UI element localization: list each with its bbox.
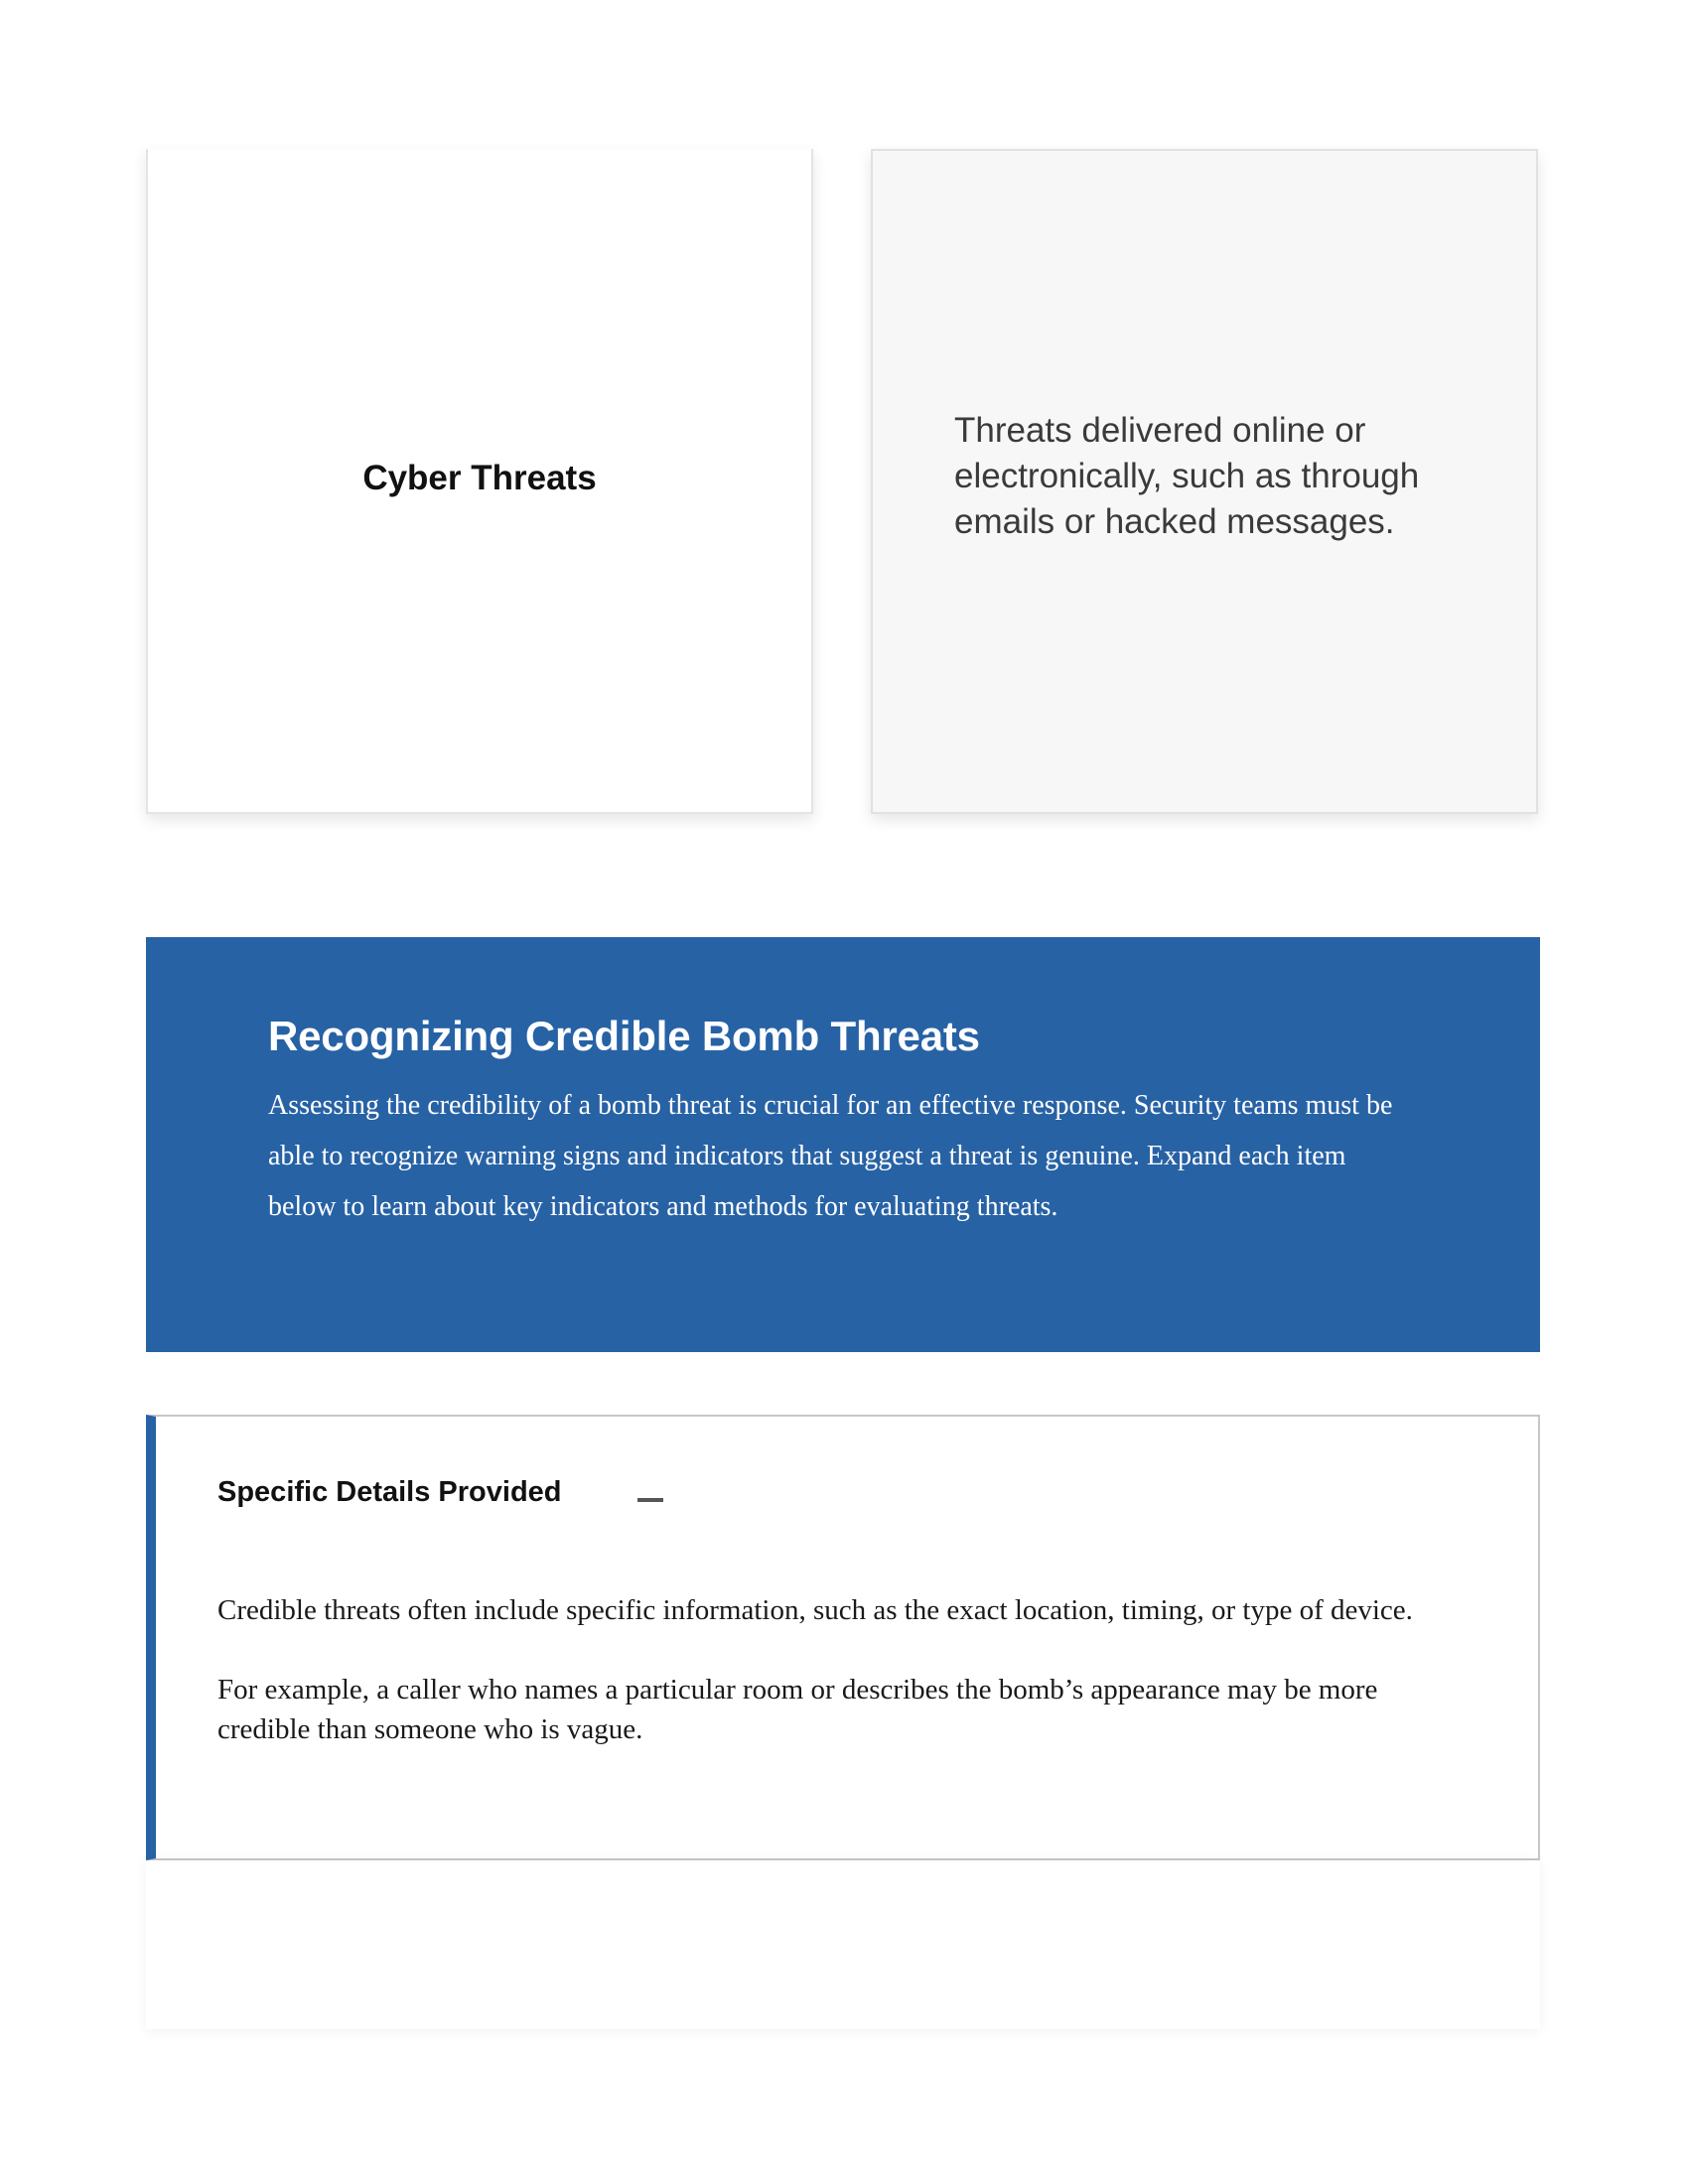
accordion-item xyxy=(146,1415,1540,1860)
minus-icon[interactable] xyxy=(637,1498,663,1502)
accordion-header[interactable] xyxy=(217,1476,663,1509)
next-accordion-placeholder xyxy=(146,1860,1540,2029)
intro-banner xyxy=(146,937,1540,1352)
accordion-paragraph: For example, a caller who names a particular room or describes the bomb’s appearance may be more credible than someone who is vague. xyxy=(217,1674,1378,1745)
flip-card-description: Threats delivered online or electronically, such as through emails or hacked messages. xyxy=(954,411,1420,541)
flip-card-back[interactable] xyxy=(871,149,1538,814)
flip-card-title: Cyber Threats xyxy=(362,459,597,497)
banner-title: Recognizing Credible Bomb Threats xyxy=(268,1013,980,1059)
accordion-item-title: Specific Details Provided xyxy=(217,1476,562,1508)
banner-description: Assessing the credibility of a bomb threat is crucial for an effective response. Security teams must be able to recognize warning signs and indicators that suggest a threat is genuine. Expand each item below to learn about key indicators and methods for evaluating threats. xyxy=(268,1090,1393,1222)
accordion-paragraph: Credible threats often include specific information, such as the exact location, timing, or type of device. xyxy=(217,1594,1413,1626)
flip-card-front[interactable] xyxy=(146,149,813,814)
accordion-body xyxy=(217,1590,1469,1789)
